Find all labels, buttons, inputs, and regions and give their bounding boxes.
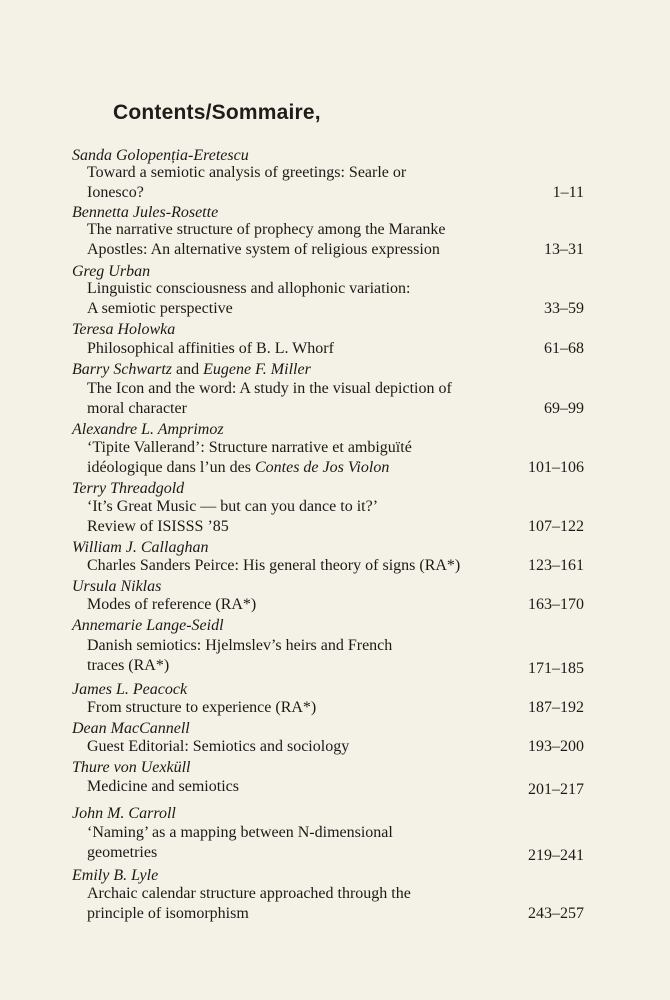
entry-author: John M. Carroll	[72, 805, 176, 822]
entry-title-line	[87, 458, 389, 478]
entry-author: Teresa Holowka	[72, 321, 176, 338]
entry-author: Thure von Uexküll	[72, 759, 191, 776]
entry-author: Terry Threadgold	[72, 480, 185, 497]
entry-title-line: Guest Editorial: Semiotics and sociology	[87, 738, 350, 755]
entry-title-line: ‘Naming’ as a mapping between N-dimensional	[87, 824, 393, 841]
entry-author: Emily B. Lyle	[72, 867, 159, 884]
entry-author: Annemarie Lange-Seidl	[72, 617, 224, 634]
entry-title-italic: Contes de Jos Violon	[254, 459, 390, 476]
entry-title-line: principle of isomorphism	[87, 905, 249, 922]
entry-author: Bennetta Jules-Rosette	[72, 204, 219, 221]
entry-title-line: Linguistic consciousness and allophonic variation:	[87, 280, 411, 297]
author-conjunction: and	[176, 361, 200, 378]
entry-title-text: idéologique dans l’un des	[87, 459, 255, 476]
entry-pages: 61–68	[544, 340, 584, 357]
entry-title-line: Medicine and semiotics	[87, 778, 239, 795]
entry-pages: 69–99	[544, 400, 584, 417]
entry-title-line: Danish semiotics: Hjelmslev’s heirs and French	[87, 637, 393, 654]
entry-title-line: moral character	[87, 400, 187, 417]
entry-pages: 193–200	[528, 738, 584, 755]
entry-author	[72, 360, 311, 379]
entry-title-line: Ionesco?	[87, 184, 144, 201]
entry-title-line: From structure to experience (RA*)	[87, 699, 317, 716]
entry-author: Greg Urban	[72, 263, 151, 280]
entry-pages: 187–192	[528, 699, 584, 716]
entry-title-line: ‘It’s Great Music — but can you dance to it?’	[87, 498, 379, 515]
entry-pages: 101–106	[528, 459, 584, 476]
page-title: Contents/Sommaire,	[113, 101, 321, 124]
entry-title-line: Modes of reference (RA*)	[87, 596, 257, 613]
entry-pages: 107–122	[528, 518, 584, 535]
entry-title-line: ‘Tipite Vallerand’: Structure narrative et ambiguïté	[87, 439, 412, 456]
entry-title-line: A semiotic perspective	[87, 300, 233, 317]
entry-author: James L. Peacock	[72, 681, 188, 698]
entry-pages: 13–31	[544, 241, 584, 258]
entry-pages: 243–257	[528, 905, 584, 922]
entry-author: Ursula Niklas	[72, 578, 162, 595]
entry-author: William J. Callaghan	[72, 539, 209, 556]
entry-title-line: The narrative structure of prophecy among the Maranke	[87, 221, 446, 238]
entry-pages: 123–161	[528, 557, 584, 574]
entry-author-2: Eugene F. Miller	[203, 361, 311, 378]
entry-author: Sanda Golopenția-Eretescu	[72, 147, 249, 164]
entry-title-line: traces (RA*)	[87, 657, 170, 674]
entry-title-line: Archaic calendar structure approached through the	[87, 885, 411, 902]
entry-title-line: Toward a semiotic analysis of greetings: Searle or	[87, 164, 407, 181]
entry-pages: 1–11	[552, 184, 584, 201]
entry-pages: 33–59	[544, 300, 584, 317]
entry-author: Alexandre L. Amprimoz	[72, 421, 224, 438]
entry-pages: 201–217	[528, 781, 584, 798]
entry-title-line: The Icon and the word: A study in the visual depiction of	[87, 380, 452, 397]
entry-pages: 171–185	[528, 660, 584, 677]
entry-author-1: Barry Schwartz	[72, 361, 172, 378]
entry-author: Dean MacCannell	[72, 720, 190, 737]
entry-title-line: geometries	[87, 844, 158, 861]
entry-title-line: Charles Sanders Peirce: His general theory of signs (RA*)	[87, 557, 461, 574]
entry-title-line: Review of ISISSS ’85	[87, 518, 229, 535]
entry-pages: 163–170	[528, 596, 584, 613]
entry-title-line: Philosophical affinities of B. L. Whorf	[87, 340, 334, 357]
entry-title-line: Apostles: An alternative system of religious expression	[87, 241, 440, 258]
entry-pages: 219–241	[528, 847, 584, 864]
